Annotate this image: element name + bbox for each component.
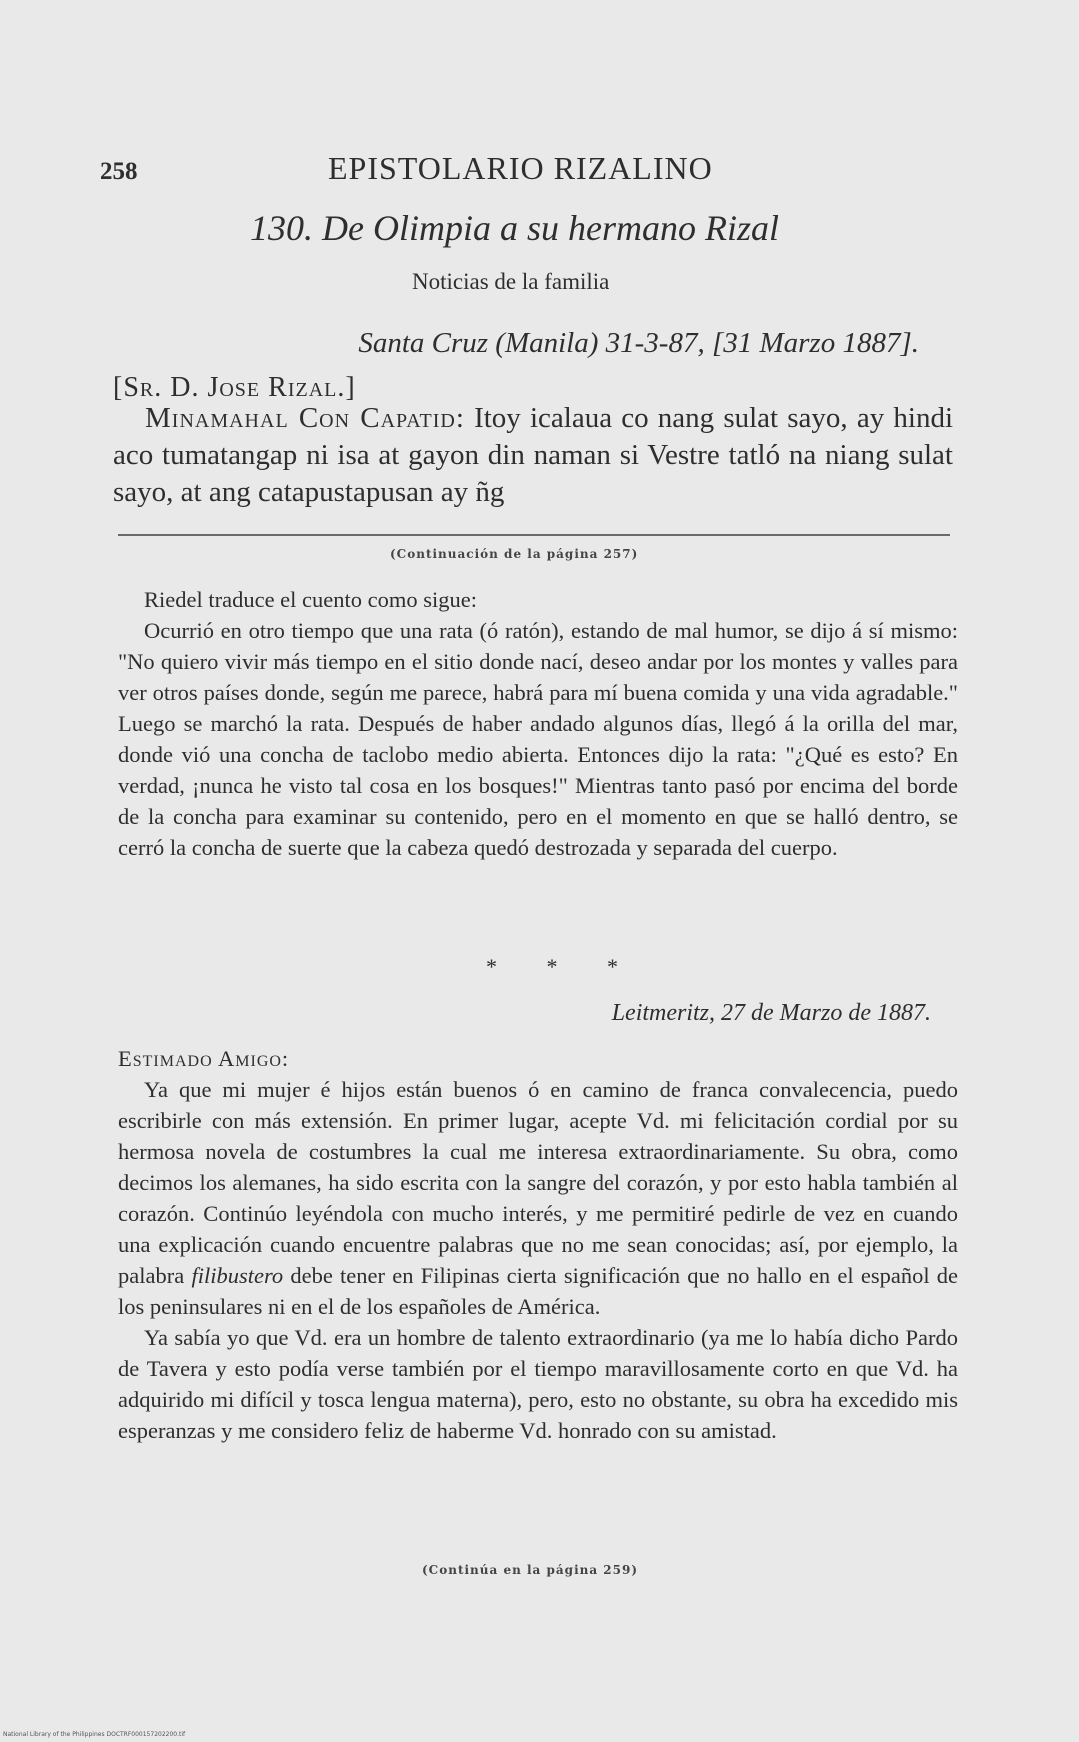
footnote-salutation: Estimado Amigo: <box>118 1046 290 1071</box>
letter-addressee: [Sr. D. Jose Rizal.] <box>113 372 356 403</box>
continuation-note-bottom: (Continúa en la página 259) <box>422 1563 639 1577</box>
continuation-note-top: (Continuación de la página 257) <box>390 547 639 561</box>
footnote-dateline: Leitmeritz, 27 de Marzo de 1887. <box>611 1000 931 1026</box>
letter-dateline: Santa Cruz (Manila) 31-3-87, [31 Marzo 1887]. <box>358 327 919 359</box>
footnote-paragraph: Ya sabía yo que Vd. era un hombre de talento extraordinario (ya me lo había dicho Pardo de Tavera y esto podía verse también por el tiempo maravillosamente corto en que Vd. ha adquirido mi difícil y tosca lengua materna), pero, esto no obstante, su obra ha excedido mis esperanzas y me considero feliz de haberme Vd. honrado con su amistad. <box>118 1325 958 1443</box>
running-head <box>100 150 960 190</box>
section-separator: * * * <box>486 954 640 979</box>
letter-body <box>113 400 953 511</box>
footnote-emphasis: filibustero <box>191 1263 284 1288</box>
footnote-letter <box>118 1043 958 1446</box>
footnote-text: debe tener en Filipinas cierta significación que no hallo en el español de los peninsulares ni en el de los españoles de América. <box>118 1263 959 1319</box>
scan-footer: National Library of the Philippines DOCTRF000157202200.tif <box>3 1731 186 1738</box>
book-title: EPISTOLARIO RIZALINO <box>328 150 713 186</box>
letter-paragraph <box>113 400 953 511</box>
letter-subtitle: Noticias de la familia <box>412 269 610 294</box>
letter-salutation: Minamahal Con Capatid: <box>145 402 465 434</box>
footnote-text: Ya que mi mujer é hijos están buenos ó en camino de franca convalecencia, puedo escribirle con más extensión. En primer lugar, acepte Vd. mi felicitación cordial por su hermosa novela de costumbres la cual me interesa extraordinariamente. Su obra, como decimos los alemanes, ha sido escrita con la sangre del corazón, y por esto habla también al corazón. Continúo leyéndola con mucho interés, y me permitiré pedirle de vez en cuando una explicación cuando encuentre palabras que no me sean conocidas; así, por ejemplo, la palabra <box>118 1077 958 1288</box>
footnote-paragraph: Riedel traduce el cuento como sigue: <box>144 587 478 612</box>
letter-body-text: Itoy icalaua co nang sulat sayo, ay hindi aco tumatangap ni isa at gayon din naman si Vestre tatló na niang sulat sayo, at ang catapustapusan ay ñg <box>113 402 953 508</box>
footnote-divider <box>118 534 950 536</box>
footnote-block <box>118 584 958 863</box>
footnote-paragraph <box>118 1074 958 1322</box>
letter-title: 130. De Olimpia a su hermano Rizal <box>250 208 779 248</box>
footnote-paragraph: Ocurrió en otro tiempo que una rata (ó ratón), estando de mal humor, se dijo á sí mismo: "No quiero vivir más tiempo en el sitio donde nací, deseo andar por los montes y valles para ver otros países donde, según me parece, habrá para mí buena comida y una vida agradable." Luego se marchó la rata. Después de haber andado algunos días, llegó á la orilla del mar, donde vió una concha de taclobo medio abierta. Entonces dijo la rata: "¿Qué es esto? En verdad, ¡nunca he visto tal cosa en los bosques!" Mientras tanto pasó por encima del borde de la concha para examinar su contenido, pero en el momento en que se halló dentro, se cerró la concha de suerte que la cabeza quedó destrozada y separada del cuerpo. <box>118 618 958 860</box>
page-number: 258 <box>100 158 138 185</box>
